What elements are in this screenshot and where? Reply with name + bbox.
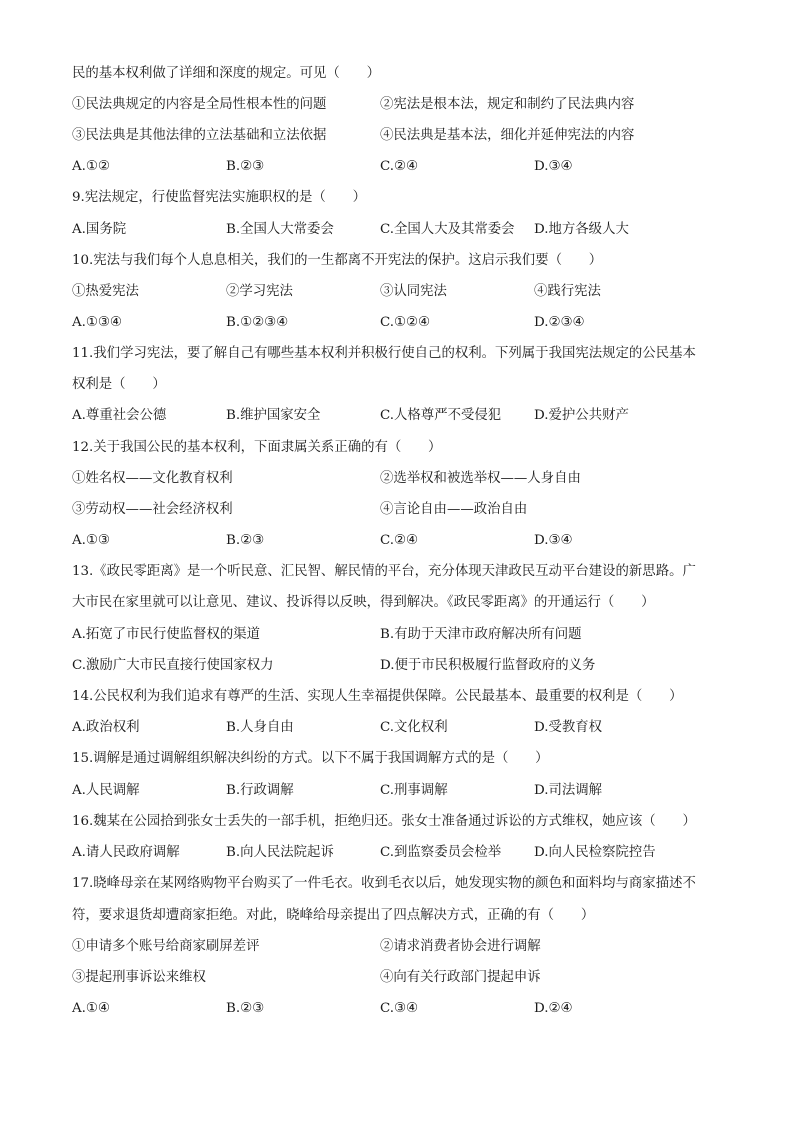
q10-stem: 10.宪法与我们每个人息息相关，我们的一生都离不开宪法的保护。这启示我们要（ ） <box>72 253 603 268</box>
q13-option-d: D.便于市民积极履行监督政府的义务 <box>380 658 596 673</box>
q8-option-a: A.①② <box>72 159 110 174</box>
q8-item-4: ④民法典是基本法，细化并延伸宪法的内容 <box>380 128 635 143</box>
q12-option-d: D.③④ <box>534 533 573 548</box>
q9-option-b: B.全国人大常委会 <box>226 222 334 237</box>
q17-option-d: D.②④ <box>534 1001 573 1016</box>
q12-item-2: ②选举权和被选举权——人身自由 <box>380 471 581 486</box>
q8-stem-tail: 民的基本权利做了详细和深度的规定。可见（ ） <box>72 66 380 81</box>
q10-item-2: ②学习宪法 <box>226 284 293 299</box>
q15-option-d: D.司法调解 <box>534 783 603 798</box>
q8-option-b: B.②③ <box>226 159 265 174</box>
q12-option-a: A.①③ <box>72 533 110 548</box>
q17-item-4: ④向有关行政部门提起申诉 <box>380 970 541 985</box>
q10-item-1: ①热爱宪法 <box>72 284 139 299</box>
q17-item-1: ①申请多个账号给商家刷屏差评 <box>72 939 260 954</box>
q9-option-d: D.地方各级人大 <box>534 222 629 237</box>
q10-option-b: B.①②③④ <box>226 315 289 330</box>
q14-option-c: C.文化权利 <box>380 720 448 735</box>
q11-option-b: B.维护国家安全 <box>226 408 321 423</box>
q14-option-d: D.受教育权 <box>534 720 603 735</box>
q12-stem: 12.关于我国公民的基本权利，下面隶属关系正确的有（ ） <box>72 440 442 455</box>
q8-option-d: D.③④ <box>534 159 573 174</box>
q15-option-c: C.刑事调解 <box>380 783 448 798</box>
q9-option-c: C.全国人大及其常委会 <box>380 222 515 237</box>
q16-option-c: C.到监察委员会检举 <box>380 845 502 860</box>
q12-item-4: ④言论自由——政治自由 <box>380 502 528 517</box>
q11-option-c: C.人格尊严不受侵犯 <box>380 408 502 423</box>
q10-item-3: ③认同宪法 <box>380 284 447 299</box>
q12-option-c: C.②④ <box>380 533 419 548</box>
q10-option-c: C.①②④ <box>380 315 431 330</box>
q13-stem-line-1: 13.《政民零距离》是一个听民意、汇民智、解民情的平台，充分体现天津政民互动平台建设的新思路。广 <box>72 564 696 579</box>
q16-stem: 16.魏某在公园拾到张女士丢失的一部手机，拒绝归还。张女士准备通过诉讼的方式维权，她应该（ ） <box>72 814 696 829</box>
q12-option-b: B.②③ <box>226 533 265 548</box>
q11-stem-line-2: 权利是（ ） <box>72 377 166 392</box>
q15-stem: 15.调解是通过调解组织解决纠纷的方式。以下不属于我国调解方式的是（ ） <box>72 751 549 766</box>
q9-option-a: A.国务院 <box>72 222 127 237</box>
q12-item-1: ①姓名权——文化教育权利 <box>72 471 233 486</box>
q10-option-a: A.①③④ <box>72 315 122 330</box>
q14-option-b: B.人身自由 <box>226 720 294 735</box>
q10-item-4: ④践行宪法 <box>534 284 601 299</box>
q11-stem-line-1: 11.我们学习宪法，要了解自己有哪些基本权利并积极行使自己的权利。下列属于我国宪法规定的公民基本 <box>72 346 696 361</box>
q17-item-3: ③提起刑事诉讼来维权 <box>72 970 206 985</box>
q14-option-a: A.政治权利 <box>72 720 140 735</box>
q11-option-a: A.尊重社会公德 <box>72 408 167 423</box>
q15-option-a: A.人民调解 <box>72 783 140 798</box>
q8-item-3: ③民法典是其他法律的立法基础和立法依据 <box>72 128 327 143</box>
q17-option-b: B.②③ <box>226 1001 265 1016</box>
q9-stem: 9.宪法规定，行使监督宪法实施职权的是（ ） <box>72 190 366 205</box>
q17-stem-line-1: 17.晓峰母亲在某网络购物平台购买了一件毛衣。收到毛衣以后，她发现实物的颜色和面料均与商家描述不 <box>72 876 696 891</box>
q11-option-d: D.爱护公共财产 <box>534 408 629 423</box>
q10-option-d: D.②③④ <box>534 315 585 330</box>
q13-option-a: A.拓宽了市民行使监督权的渠道 <box>72 627 261 642</box>
q16-option-a: A.请人民政府调解 <box>72 845 180 860</box>
q13-option-b: B.有助于天津市政府解决所有问题 <box>380 627 582 642</box>
q15-option-b: B.行政调解 <box>226 783 294 798</box>
q8-item-1: ①民法典规定的内容是全局性根本性的问题 <box>72 97 327 112</box>
q17-option-a: A.①④ <box>72 1001 110 1016</box>
q13-option-c: C.激励广大市民直接行使国家权力 <box>72 658 274 673</box>
q13-stem-line-2: 大市民在家里就可以让意见、建议、投诉得以反映，得到解决。《政民零距离》的开通运行（ ） <box>72 595 655 610</box>
q14-stem: 14.公民权利为我们追求有尊严的生活、实现人生幸福提供保障。公民最基本、最重要的权利是（ ） <box>72 689 683 704</box>
q17-stem-line-2: 符，要求退货却遭商家拒绝。对此，晓峰给母亲提出了四点解决方式，正确的有（ ） <box>72 908 595 923</box>
q17-option-c: C.③④ <box>380 1001 419 1016</box>
q12-item-3: ③劳动权——社会经济权利 <box>72 502 233 517</box>
q8-option-c: C.②④ <box>380 159 419 174</box>
q17-item-2: ②请求消费者协会进行调解 <box>380 939 541 954</box>
q16-option-d: D.向人民检察院控告 <box>534 845 656 860</box>
q16-option-b: B.向人民法院起诉 <box>226 845 334 860</box>
q8-item-2: ②宪法是根本法，规定和制约了民法典内容 <box>380 97 635 112</box>
